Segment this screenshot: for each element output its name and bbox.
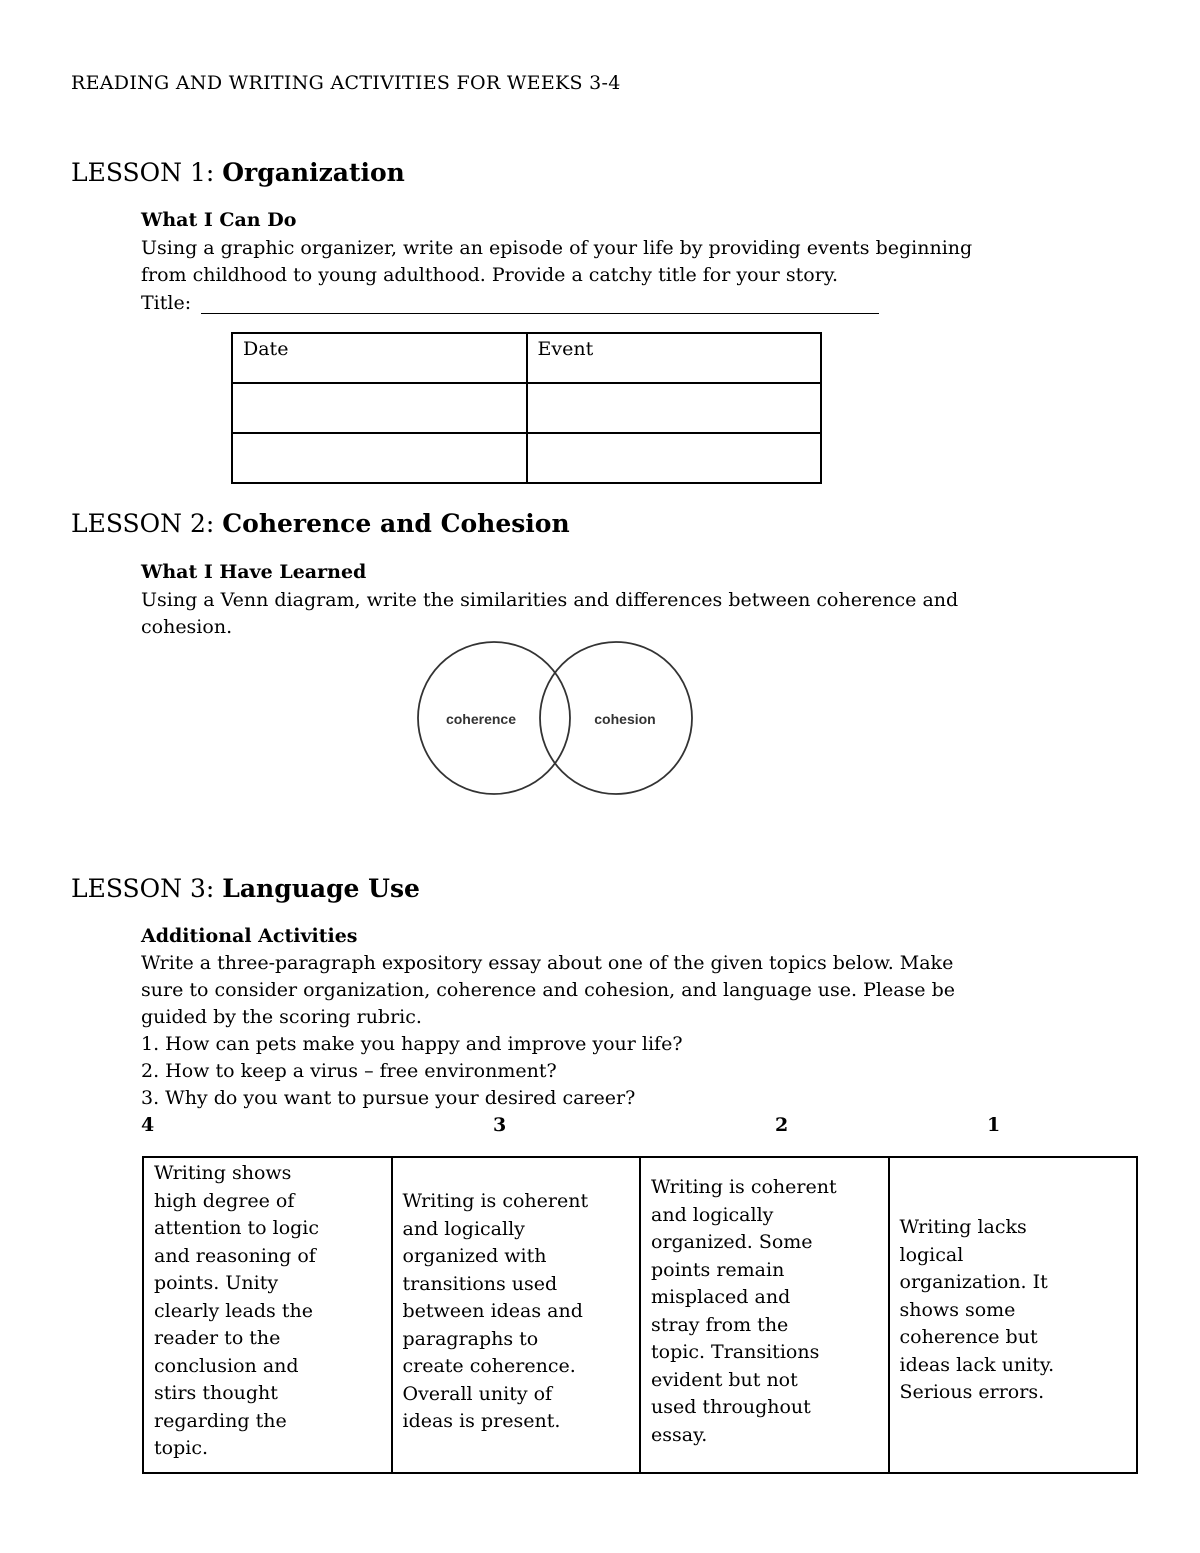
lesson-1-instructions-line: Using a graphic organizer, write an episode of your life by providing events beginning [141,237,973,259]
table-row [232,383,821,433]
rubric-description-3: Writing is coherent and logically organized with transitions used between ideas and paragraphs to create coherence. Overall unity of ideas is present. [402,1190,589,1432]
topic-item: 1. How can pets make you happy and improve your life? [141,1033,683,1055]
lesson-2-topic: Coherence and Cohesion [222,509,570,538]
rubric-row [143,1157,1137,1473]
lesson-2-instructions-line: Using a Venn diagram, write the similarities and differences between coherence and [141,589,959,611]
lesson-2-instructions-line: cohesion. [141,616,233,638]
rubric-score-2: 2 [775,1114,789,1136]
table-header-row [232,333,821,383]
lesson-3-instructions-line: Write a three-paragraph expository essay about one of the given topics below. Make [141,952,954,974]
lesson-2-heading [71,509,570,538]
date-cell[interactable] [232,433,527,483]
topic-item: 3. Why do you want to pursue your desired career? [141,1087,636,1109]
title-input-line[interactable] [201,313,879,314]
title-label: Title: [141,292,192,314]
venn-right-label: cohesion [594,711,656,727]
rubric-cell-4 [143,1157,392,1473]
lesson-1-heading [71,158,405,187]
lesson-3-instructions-line: sure to consider organization, coherence and cohesion, and language use. Please be [141,979,955,1001]
topic-item: 2. How to keep a virus – free environment? [141,1060,557,1082]
scoring-rubric-table [142,1156,1138,1474]
venn-diagram [410,640,700,815]
rubric-description-4: Writing shows high degree of attention to logic and reasoning of points. Unity clearly leads the reader to the conclusion and stirs thought regarding the topic. [154,1162,320,1459]
event-cell[interactable] [527,433,822,483]
lesson-1-subheading: What I Can Do [141,209,297,231]
table-row [232,433,821,483]
lesson-3-subheading: Additional Activities [141,925,358,947]
lesson-2-subheading: What I Have Learned [141,561,367,583]
lesson-3-label: LESSON 3: [71,874,223,903]
lesson-3-instructions [141,950,1061,1112]
date-header: Date [232,333,527,383]
rubric-description-1: Writing lacks logical organization. It shows some coherence but ideas lack unity. Serious errors. [899,1216,1055,1403]
rubric-cell-2 [640,1157,889,1473]
rubric-score-3: 3 [493,1114,507,1136]
rubric-cell-1 [889,1157,1138,1473]
rubric-cell-3 [392,1157,641,1473]
event-header: Event [527,333,822,383]
event-cell[interactable] [527,383,822,433]
lesson-3-heading [71,874,420,903]
graphic-organizer-table [231,332,822,484]
rubric-description-2: Writing is coherent and logically organized. Some points remain misplaced and stray from the topic. Transitions evident but not used throughout essay. [651,1176,837,1446]
lesson-2-instructions [141,587,1061,641]
lesson-3-instructions-line: guided by the scoring rubric. [141,1006,422,1028]
lesson-3-topic: Language Use [222,874,420,903]
rubric-score-1: 1 [987,1114,1001,1136]
venn-left-label: coherence [445,711,517,727]
document-header: READING AND WRITING ACTIVITIES FOR WEEKS 3-4 [71,72,621,94]
lesson-1-label: LESSON 1: [71,158,223,187]
date-cell[interactable] [232,383,527,433]
lesson-1-instructions [141,235,1061,289]
rubric-score-4: 4 [141,1114,155,1136]
lesson-1-instructions-line: from childhood to young adulthood. Provide a catchy title for your story. [141,264,839,286]
lesson-2-label: LESSON 2: [71,509,223,538]
lesson-1-topic: Organization [222,158,405,187]
